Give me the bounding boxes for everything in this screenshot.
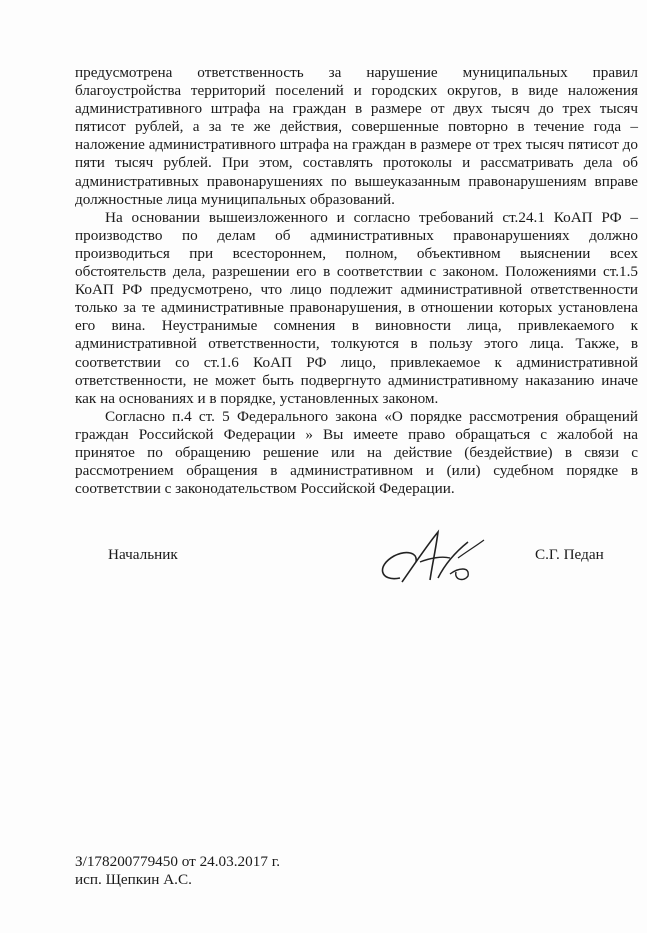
executor-name: исп. Щепкин А.С.: [75, 871, 192, 888]
signatory-title: Начальник: [108, 546, 178, 563]
paragraph-3: Согласно п.4 ст. 5 Федерального закона «О порядке рассмотрения обращений граждан Российской Федерации » Вы имеете право обращаться с жалобой на принятое по обращению решение или на действие (бездействие) в связи с рассмотрением обращения в административном и (или) судебном порядке в соответствии с законодательством Российской Федерации.: [75, 407, 638, 498]
document-body: [75, 64, 638, 498]
reference-number: З/178200779450 от 24.03.2017 г.: [75, 853, 281, 870]
signatory-name: С.Г. Педан: [535, 546, 604, 563]
paragraph-2: На основании вышеизложенного и согласно требований ст.24.1 КоАП РФ – производство по делам об административных правонарушениях должно производиться при всестороннем, полном, объективном выяснении всех обстоятельств дела, разрешении его в соответствии с законом. Положениями ст.1.5 КоАП РФ предусмотрено, что лицо подлежит административной ответственности только за те административные правонарушения, в отношении которых установлена его вина. Неустранимые сомнения в виновности лица, привлекаемого к административной ответственности, толкуются в пользу этого лица. Также, в соответствии со ст.1.6 КоАП РФ лицо, привлекаемое к административной ответственности, не может быть подвергнуто административному наказанию иначе как на основаниях и в порядке, установленных законом.: [75, 208, 638, 407]
paragraph-1: предусмотрена ответственность за нарушение муниципальных правил благоустройства территорий поселений и городских округов, в виде наложения административного штрафа на граждан в размере от двух тысяч до трех тысяч пятисот рублей, а за те же действия, совершенные повторно в течение года – наложение административного штрафа на граждан в размере от трех тысяч пятисот до пяти тысяч рублей. При этом, составлять протоколы и рассматривать дела об административных правонарушениях по вышеуказанным правонарушениям вправе должностные лица муниципальных образований.: [75, 64, 638, 208]
handwritten-signature: [372, 522, 492, 592]
document-footer: [75, 853, 280, 889]
